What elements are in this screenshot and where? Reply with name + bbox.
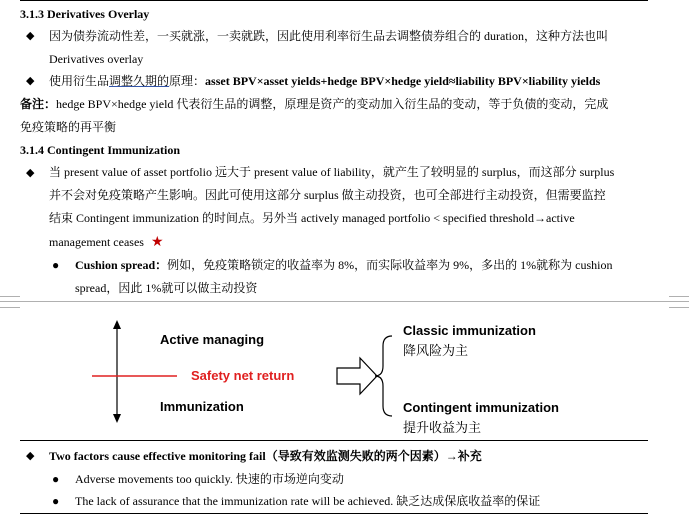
bottom-rule — [20, 513, 648, 514]
safety-net-label: Safety net return — [191, 368, 295, 383]
diamond-bullet-icon: ◆ — [26, 75, 35, 87]
paragraph-line: Derivatives overlay — [49, 52, 144, 66]
section-heading-314: 3.1.4 Contingent Immunization — [20, 143, 181, 157]
factor-item: Adverse movements too quickly. 快速的市场逆向变动 — [75, 472, 344, 486]
principle-pre: 使用衍生品 — [49, 74, 110, 88]
top-rule — [20, 0, 648, 1]
contingent-immunization-label: Contingent immunization — [403, 400, 559, 415]
principle-mid: 原理： — [169, 74, 206, 88]
page-break-line — [0, 301, 689, 302]
note-text: hedge BPV×hedge yield 代表衍生品的调整，原理是资产的变动加入衍生品的变动，等于负债的变动，完成 — [56, 97, 609, 111]
paragraph-line: 并不会对免疫策略产生影响。因此可使用这部分 surplus 做主动投资，也可全部进行主动投资，但需要监控 — [49, 188, 606, 202]
note-line — [20, 96, 608, 112]
ceases-text: management ceases — [49, 235, 144, 249]
paragraph-line: 免疫策略的再平衡 — [20, 120, 117, 134]
hedge-formula: asset BPV×asset yields+hedge BPV×hedge yield≈liability BPV×liability yields — [205, 74, 601, 88]
classic-cn-label: 降风险为主 — [403, 343, 469, 358]
dot-bullet-icon: ● — [52, 494, 60, 508]
immunization-diagram — [0, 306, 689, 436]
paragraph-line: 结束 Contingent immunization 的时间点。另外当 actively managed portfolio < specified threshold→active — [49, 211, 575, 225]
factor-item: The lack of assurance that the immunization rate will be achieved. 缺乏达成保底收益率的保证 — [75, 494, 541, 508]
star-icon: ★ — [150, 235, 164, 250]
principle-underlined: 调整久期的 — [109, 74, 170, 88]
paragraph-line: 当 present value of asset portfolio 远大于 present value of liability，就产生了较明显的 surplus，而这部分 surplus — [49, 165, 615, 179]
arrow-down-icon — [113, 414, 121, 423]
cushion-label: Cushion spread： — [75, 258, 168, 272]
paragraph-line — [49, 234, 164, 251]
cushion-line — [75, 257, 612, 273]
diamond-bullet-icon: ◆ — [26, 167, 35, 179]
diagram-lines — [0, 306, 689, 436]
note-label: 备注： — [20, 97, 57, 111]
hollow-arrow-icon — [337, 358, 377, 394]
factors-title: Two factors cause effective monitoring fail（导致有效监测失败的两个因素）→补充 — [49, 449, 482, 463]
dot-bullet-icon: ● — [52, 258, 60, 272]
diamond-bullet-icon: ◆ — [26, 30, 35, 42]
section-heading-313: 3.1.3 Derivatives Overlay — [20, 7, 150, 21]
separator-rule — [20, 440, 648, 441]
arrow-up-icon — [113, 320, 121, 329]
immunization-label: Immunization — [160, 399, 244, 414]
paragraph-line: spread，因此 1%就可以做主动投资 — [75, 281, 258, 295]
active-managing-label: Active managing — [160, 332, 265, 347]
dot-bullet-icon: ● — [52, 472, 60, 486]
curly-brace-icon — [375, 336, 392, 416]
classic-immunization-label: Classic immunization — [403, 323, 536, 338]
principle-line — [49, 73, 600, 89]
paragraph-line: 因为债券流动性差，一买就涨，一卖就跌，因此使用利率衍生品去调整债券组合的 duration，这种方法也叫 — [49, 29, 608, 43]
cushion-text: 例如，免疫策略锁定的收益率为 8%，而实际收益率为 9%，多出的 1%就称为 cushion — [167, 258, 613, 272]
contingent-cn-label: 提升收益为主 — [403, 420, 482, 435]
diamond-bullet-icon: ◆ — [26, 450, 35, 462]
